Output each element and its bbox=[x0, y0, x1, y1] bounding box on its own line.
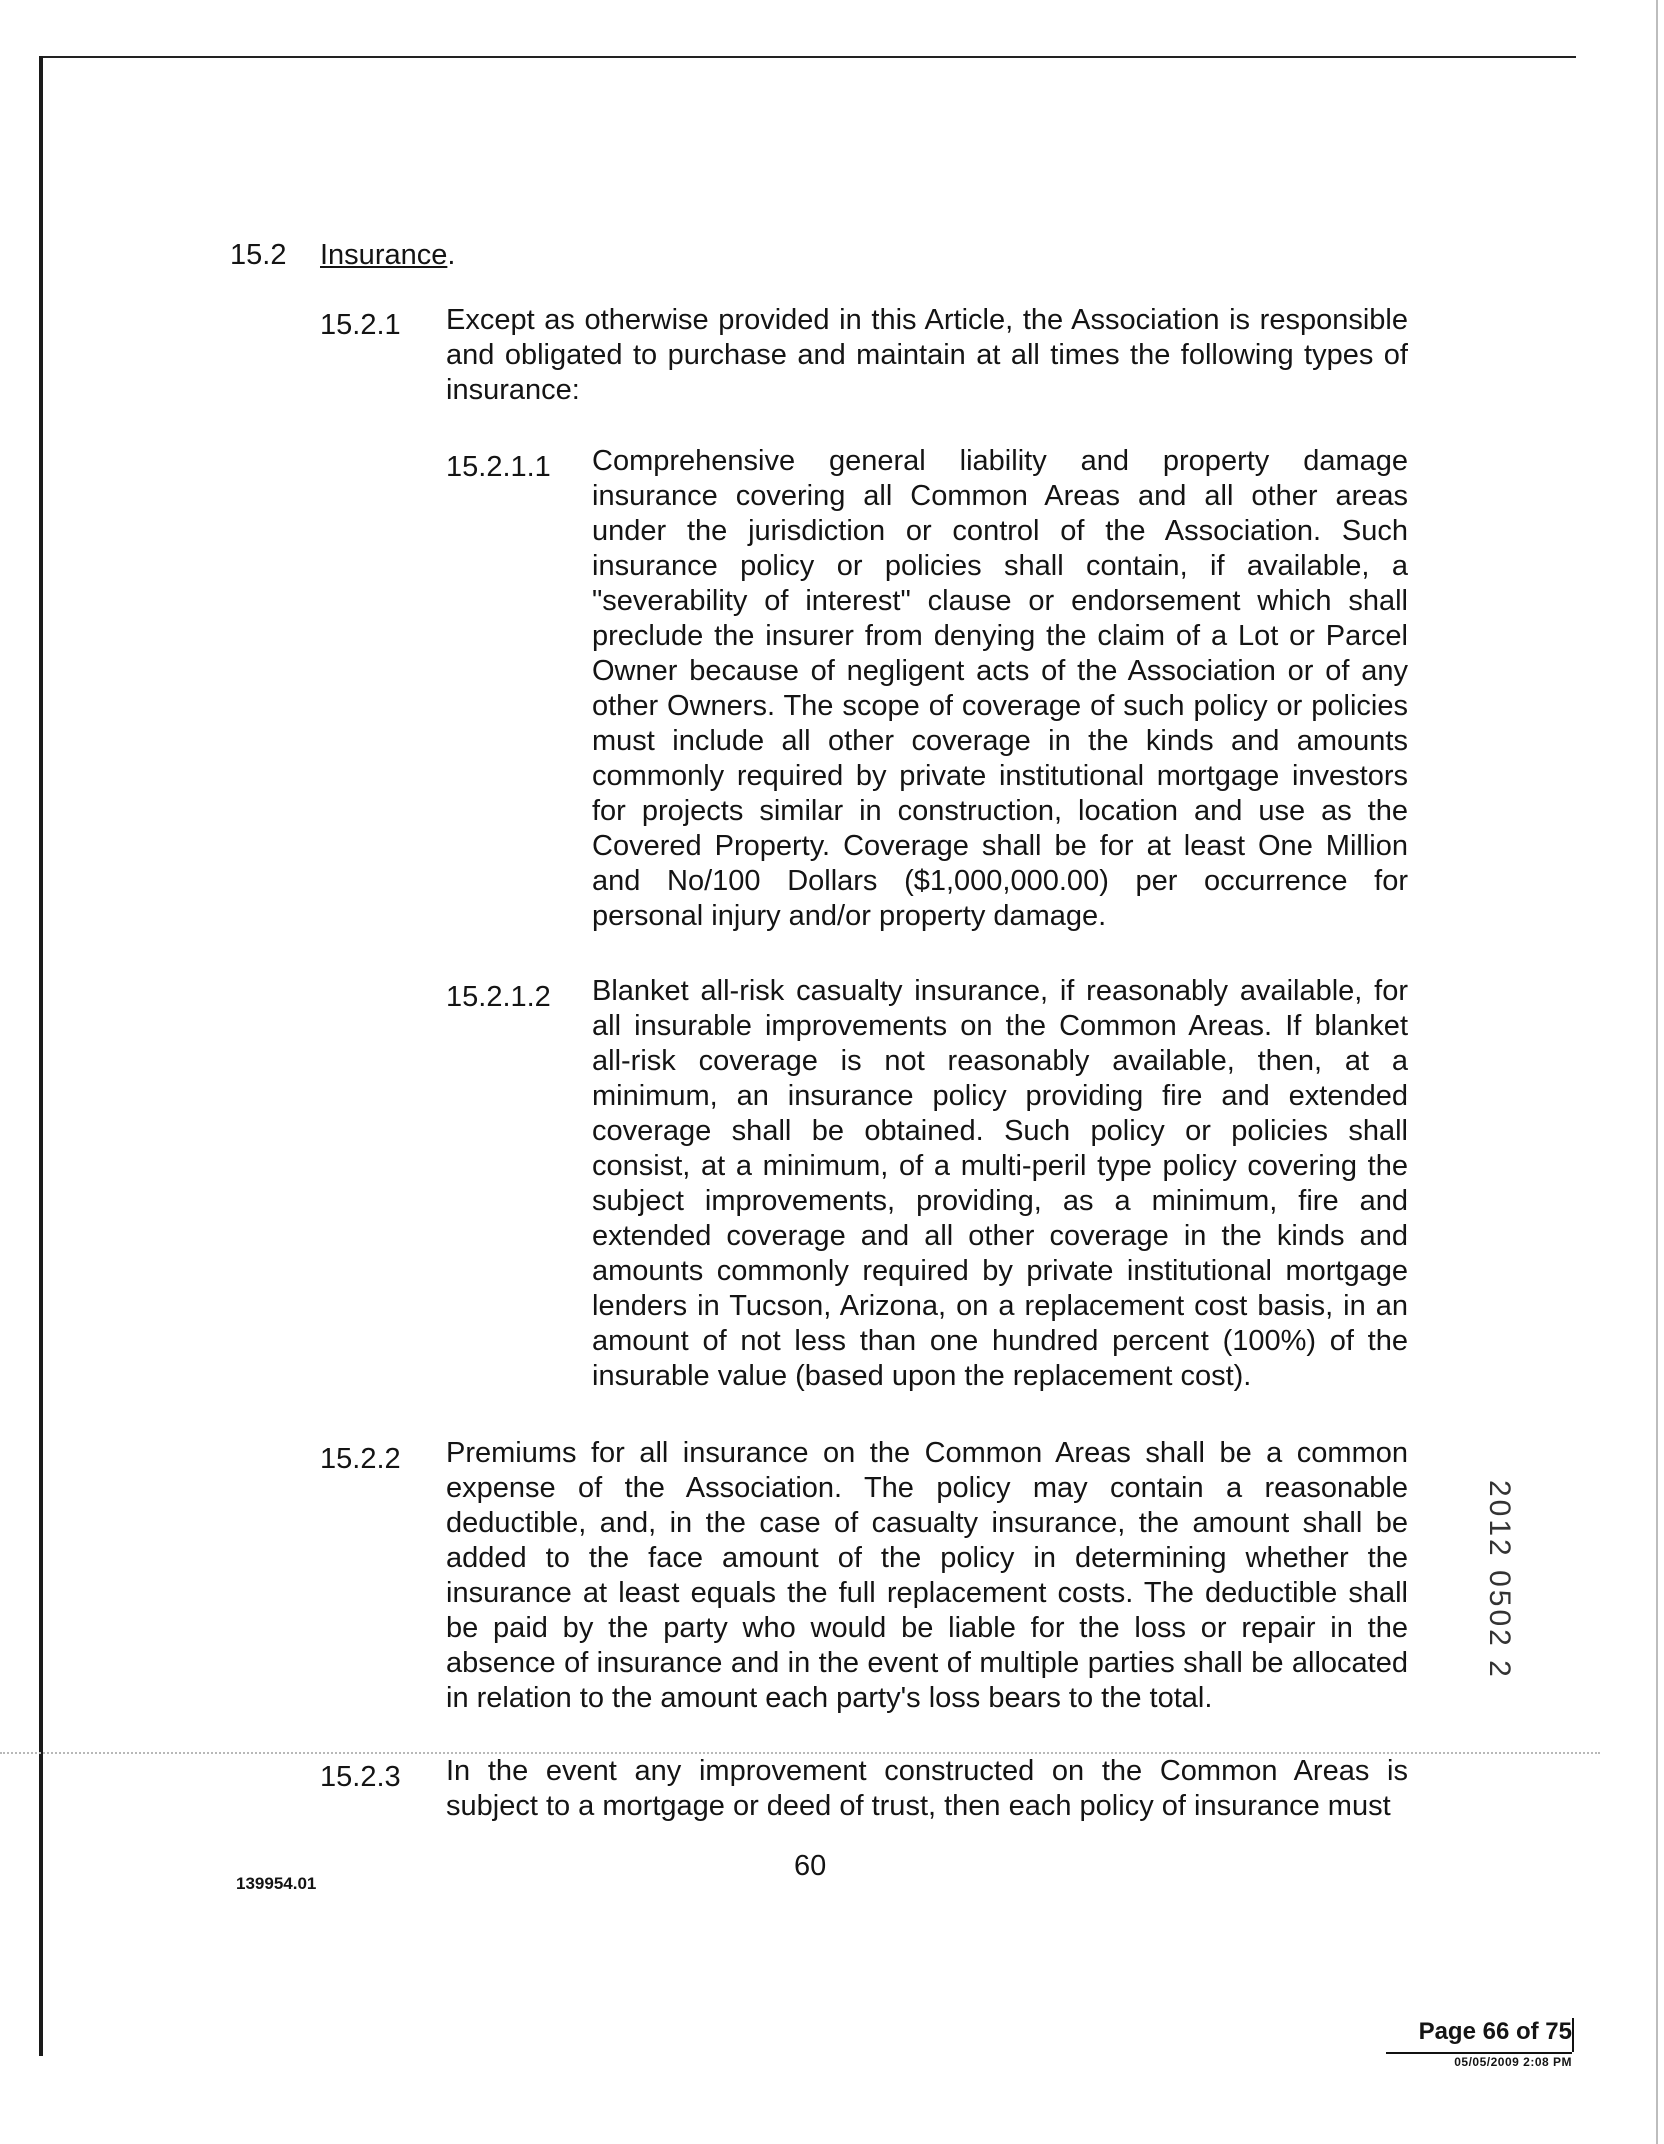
paragraph-number-15-2-1: 15.2.1 bbox=[320, 309, 401, 341]
paragraph-15-2-3 bbox=[446, 1754, 1408, 1824]
page-border-top bbox=[40, 56, 1576, 58]
paragraph-text: Premiums for all insurance on the Common Areas shall be a common expense of the Association. The policy may contain a reasonable deductible, and, in the case of casualty insurance, the amount shall be added to the face amount of the policy in determining whether the insurance at least equals the full replacement costs. The deductible shall be paid by the party who would be liable for the loss or repair in the absence of insurance and in the event of multiple parties shall be allocated in relation to the amount each party's loss bears to the total. bbox=[446, 1437, 1408, 1714]
section-title: Insurance bbox=[320, 239, 448, 271]
paragraph-text: Blanket all-risk casualty insurance, if reasonably available, for all insurable improvements on the Common Areas. If blanket all-risk coverage is not reasonably available, then, at a minimum, an insurance policy providing fire and extended coverage shall be obtained. Such policy or policies shall consist, at a minimum, of a multi-peril type policy covering the subject improvements, providing, as a minimum, fire and extended coverage and all other coverage in the kinds and amounts commonly required by private institutional mortgage lenders in Tucson, Arizona, on a replacement cost basis, in an amount of not less than one hundred percent (100%) of the insurable value (based upon the replacement cost). bbox=[592, 975, 1408, 1392]
footer-bracket bbox=[1572, 2018, 1574, 2052]
scan-edge-line bbox=[1656, 0, 1658, 2144]
section-heading bbox=[320, 238, 455, 273]
paragraph-number-15-2-1-2: 15.2.1.2 bbox=[446, 981, 551, 1013]
side-recording-stamp: 2012 0502 2 bbox=[1483, 1480, 1516, 1680]
paragraph-number-15-2-2: 15.2.2 bbox=[320, 1443, 401, 1475]
section-title-period: . bbox=[447, 239, 456, 271]
paragraph-15-2-1-1 bbox=[592, 444, 1408, 934]
print-timestamp: 05/05/2009 2:08 PM bbox=[1454, 2055, 1572, 2069]
document-id: 139954.01 bbox=[236, 1874, 317, 1893]
page-border-left bbox=[39, 56, 43, 2056]
paragraph-text: In the event any improvement constructed on the Common Areas is subject to a mortgage or deed of trust, then each policy of insurance must bbox=[446, 1755, 1408, 1822]
paragraph-15-2-1 bbox=[446, 303, 1408, 408]
paragraph-text: Except as otherwise provided in this Article, the Association is responsible and obligated to purchase and maintain at all times the following types of insurance: bbox=[446, 304, 1408, 406]
paragraph-15-2-1-2 bbox=[592, 974, 1408, 1394]
footer-rule bbox=[1386, 2052, 1572, 2054]
paragraph-text: Comprehensive general liability and property damage insurance covering all Common Areas and all other areas under the jurisdiction or control of the Association. Such insurance policy or policies shall contain, if available, a "severability of interest" clause or endorsement which shall preclude the insurer from denying the claim of a Lot or Parcel Owner because of negligent acts of the Association or of any other Owners. The scope of coverage of such policy or policies must include all other coverage in the kinds and amounts commonly required by private institutional mortgage investors for projects similar in construction, location and use as the Covered Property. Coverage shall be for at least One Million and No/100 Dollars ($1,000,000.00) per occurrence for personal injury and/or property damage. bbox=[592, 445, 1408, 932]
paragraph-number-15-2-1-1: 15.2.1.1 bbox=[446, 451, 551, 483]
section-number: 15.2 bbox=[230, 239, 287, 271]
paragraph-15-2-2 bbox=[446, 1436, 1408, 1716]
page-of-total: Page 66 of 75 bbox=[1418, 2018, 1572, 2045]
page-number: 60 bbox=[794, 1850, 827, 1882]
paragraph-number-15-2-3: 15.2.3 bbox=[320, 1761, 401, 1793]
